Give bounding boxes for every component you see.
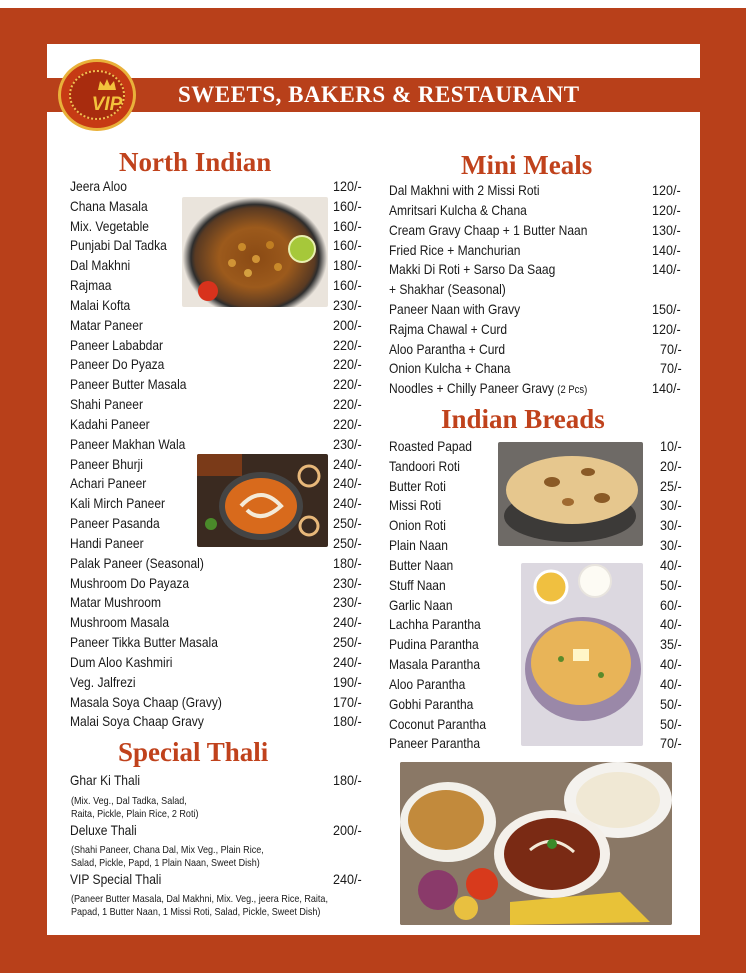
item-price: 140/- (652, 261, 681, 277)
list-item: + Shakhar (Seasonal) (389, 281, 506, 297)
list-item (389, 380, 587, 398)
item-price: 160/- (333, 198, 362, 214)
item-price: 130/- (652, 222, 681, 238)
list-item: Coconut Parantha (389, 716, 487, 732)
item-price: 40/- (660, 656, 682, 672)
north-indian-title: North Indian (119, 147, 272, 177)
item-price: 220/- (333, 356, 362, 372)
item-price: 230/- (333, 436, 362, 452)
item-price: 230/- (333, 297, 362, 313)
list-item: Achari Paneer (70, 475, 147, 491)
item-price: 10/- (660, 438, 682, 454)
item-price: 40/- (660, 616, 682, 632)
list-item: Garlic Naan (389, 597, 453, 613)
vip-logo (58, 59, 136, 131)
list-item: Pudina Parantha (389, 636, 479, 652)
item-price: 250/- (333, 515, 362, 531)
list-item: Dal Makhni (70, 257, 131, 273)
list-item: Matar Paneer (70, 317, 143, 333)
logo-ring (69, 70, 125, 120)
item-price: 40/- (660, 557, 682, 573)
list-item: Paneer Butter Masala (70, 376, 187, 392)
item-price: 240/- (333, 495, 362, 511)
item-price: 160/- (333, 218, 362, 234)
mini-meals-title: Mini Meals (461, 150, 593, 180)
list-item: Malai Kofta (70, 297, 131, 313)
item-price: 50/- (660, 716, 682, 732)
list-item: Makki Di Roti + Sarso Da Saag (389, 261, 556, 277)
item-price: 230/- (333, 575, 362, 591)
parantha-graphic (521, 563, 643, 746)
item-price: 240/- (333, 871, 362, 887)
item-price: 35/- (660, 636, 682, 652)
list-item: Paneer Tikka Butter Masala (70, 634, 218, 650)
list-item: Shahi Paneer (70, 396, 143, 412)
list-item: Malai Soya Chaap Gravy (70, 713, 204, 729)
list-item: Paneer Lababdar (70, 337, 164, 353)
item-price: 150/- (652, 301, 681, 317)
item-price: 220/- (333, 396, 362, 412)
list-item: Jeera Aloo (70, 178, 127, 194)
item-price: 240/- (333, 614, 362, 630)
list-item: Lachha Parantha (389, 616, 481, 632)
list-item: Masala Parantha (389, 656, 481, 672)
list-item: Kali Mirch Paneer (70, 495, 166, 511)
list-item: Dum Aloo Kashmiri (70, 654, 173, 670)
item-price: 180/- (333, 257, 362, 273)
item-price: 250/- (333, 634, 362, 650)
list-item: Paneer Bhurji (70, 456, 143, 472)
item-price: 160/- (333, 277, 362, 293)
item-price: 200/- (333, 822, 362, 838)
list-item: Dal Makhni with 2 Missi Roti (389, 182, 540, 198)
list-item: Paneer Makhan Wala (70, 436, 186, 452)
list-item: Mushroom Masala (70, 614, 170, 630)
item-price: 220/- (333, 416, 362, 432)
list-item: Paneer Pasanda (70, 515, 160, 531)
item-price: 240/- (333, 475, 362, 491)
item-price: 240/- (333, 654, 362, 670)
item-suffix: (2 Pcs) (557, 384, 588, 396)
logo-text: VIP (91, 94, 123, 115)
list-item: Handi Paneer (70, 535, 144, 551)
chana-masala-image (182, 197, 328, 307)
item-price: 120/- (652, 321, 681, 337)
item-name: Noodles + Chilly Paneer Gravy (389, 380, 554, 396)
thali-image (400, 762, 672, 925)
list-item: Gobhi Parantha (389, 696, 474, 712)
item-price: 30/- (660, 537, 682, 553)
list-item: Onion Roti (389, 517, 446, 533)
item-price: 20/- (660, 458, 682, 474)
list-item: Veg. Jalfrezi (70, 674, 136, 690)
item-price: 70/- (660, 360, 682, 376)
top-strip (0, 0, 746, 8)
chana-garnish (182, 197, 328, 307)
item-price: 220/- (333, 337, 362, 353)
list-item: Aloo Parantha (389, 676, 466, 692)
thali-graphic (400, 762, 672, 925)
item-price: 220/- (333, 376, 362, 392)
item-price: 180/- (333, 555, 362, 571)
item-price: 25/- (660, 478, 682, 494)
list-item: Rajma Chawal + Curd (389, 321, 508, 337)
thali-contents: (Paneer Butter Masala, Dal Makhni, Mix. Veg., jeera Rice, Raita, (71, 893, 328, 905)
list-item: Butter Roti (389, 478, 446, 494)
thali-contents: Salad, Pickle, Papd, 1 Plain Naan, Sweet Dish) (71, 857, 260, 869)
item-price: 140/- (652, 380, 681, 396)
thali-name: Ghar Ki Thali (70, 772, 141, 788)
list-item: Paneer Do Pyaza (70, 356, 165, 372)
item-price: 50/- (660, 577, 682, 593)
item-price: 160/- (333, 237, 362, 253)
list-item: Plain Naan (389, 537, 448, 553)
list-item: Palak Paneer (Seasonal) (70, 555, 204, 571)
parantha-image (521, 563, 643, 746)
item-price: 30/- (660, 497, 682, 513)
list-item: Rajmaa (70, 277, 112, 293)
indian-breads-title: Indian Breads (441, 404, 605, 434)
item-price: 230/- (333, 594, 362, 610)
item-price: 180/- (333, 772, 362, 788)
naan-graphic (498, 442, 643, 546)
item-price: 140/- (652, 242, 681, 258)
list-item: Paneer Naan with Gravy (389, 301, 521, 317)
item-price: 60/- (660, 597, 682, 613)
crown-icon (97, 78, 117, 92)
thali-contents: Raita, Pickle, Plain Rice, 2 Roti) (71, 808, 199, 820)
thali-contents: (Mix. Veg., Dal Tadka, Salad, (71, 795, 187, 807)
item-price: 30/- (660, 517, 682, 533)
thali-contents: Papad, 1 Butter Naan, 1 Missi Roti, Salad, Pickle, Sweet Dish) (71, 906, 321, 918)
list-item: Tandoori Roti (389, 458, 460, 474)
list-item: Matar Mushroom (70, 594, 161, 610)
item-price: 70/- (660, 735, 682, 751)
item-price: 190/- (333, 674, 362, 690)
list-item: Amritsari Kulcha & Chana (389, 202, 527, 218)
list-item: Aloo Parantha + Curd (389, 341, 506, 357)
list-item: Stuff Naan (389, 577, 446, 593)
list-item: Kadahi Paneer (70, 416, 150, 432)
item-price: 70/- (660, 341, 682, 357)
special-thali-title: Special Thali (118, 737, 269, 767)
naan-image (498, 442, 643, 546)
item-price: 120/- (652, 202, 681, 218)
list-item: Missi Roti (389, 497, 442, 513)
list-item: Paneer Parantha (389, 735, 481, 751)
list-item: Butter Naan (389, 557, 454, 573)
curry-bowl-graphic (197, 454, 328, 547)
item-price: 170/- (333, 694, 362, 710)
list-item: Punjabi Dal Tadka (70, 237, 167, 253)
item-price: 120/- (652, 182, 681, 198)
thali-name: VIP Special Thali (70, 871, 162, 887)
list-item: Onion Kulcha + Chana (389, 360, 511, 376)
thali-contents: (Shahi Paneer, Chana Dal, Mix Veg., Plain Rice, (71, 844, 264, 856)
list-item: Masala Soya Chaap (Gravy) (70, 694, 222, 710)
paneer-curry-image (197, 454, 328, 547)
list-item: Fried Rice + Manchurian (389, 242, 521, 258)
list-item: Cream Gravy Chaap + 1 Butter Naan (389, 222, 588, 238)
restaurant-title: SWEETS, BAKERS & RESTAURANT (178, 82, 580, 107)
list-item: Chana Masala (70, 198, 148, 214)
item-price: 180/- (333, 713, 362, 729)
list-item: Mix. Vegetable (70, 218, 149, 234)
item-price: 120/- (333, 178, 362, 194)
item-price: 240/- (333, 456, 362, 472)
item-price: 40/- (660, 676, 682, 692)
thali-name: Deluxe Thali (70, 822, 137, 838)
item-price: 50/- (660, 696, 682, 712)
item-price: 250/- (333, 535, 362, 551)
list-item: Mushroom Do Payaza (70, 575, 190, 591)
item-price: 200/- (333, 317, 362, 333)
list-item: Roasted Papad (389, 438, 473, 454)
